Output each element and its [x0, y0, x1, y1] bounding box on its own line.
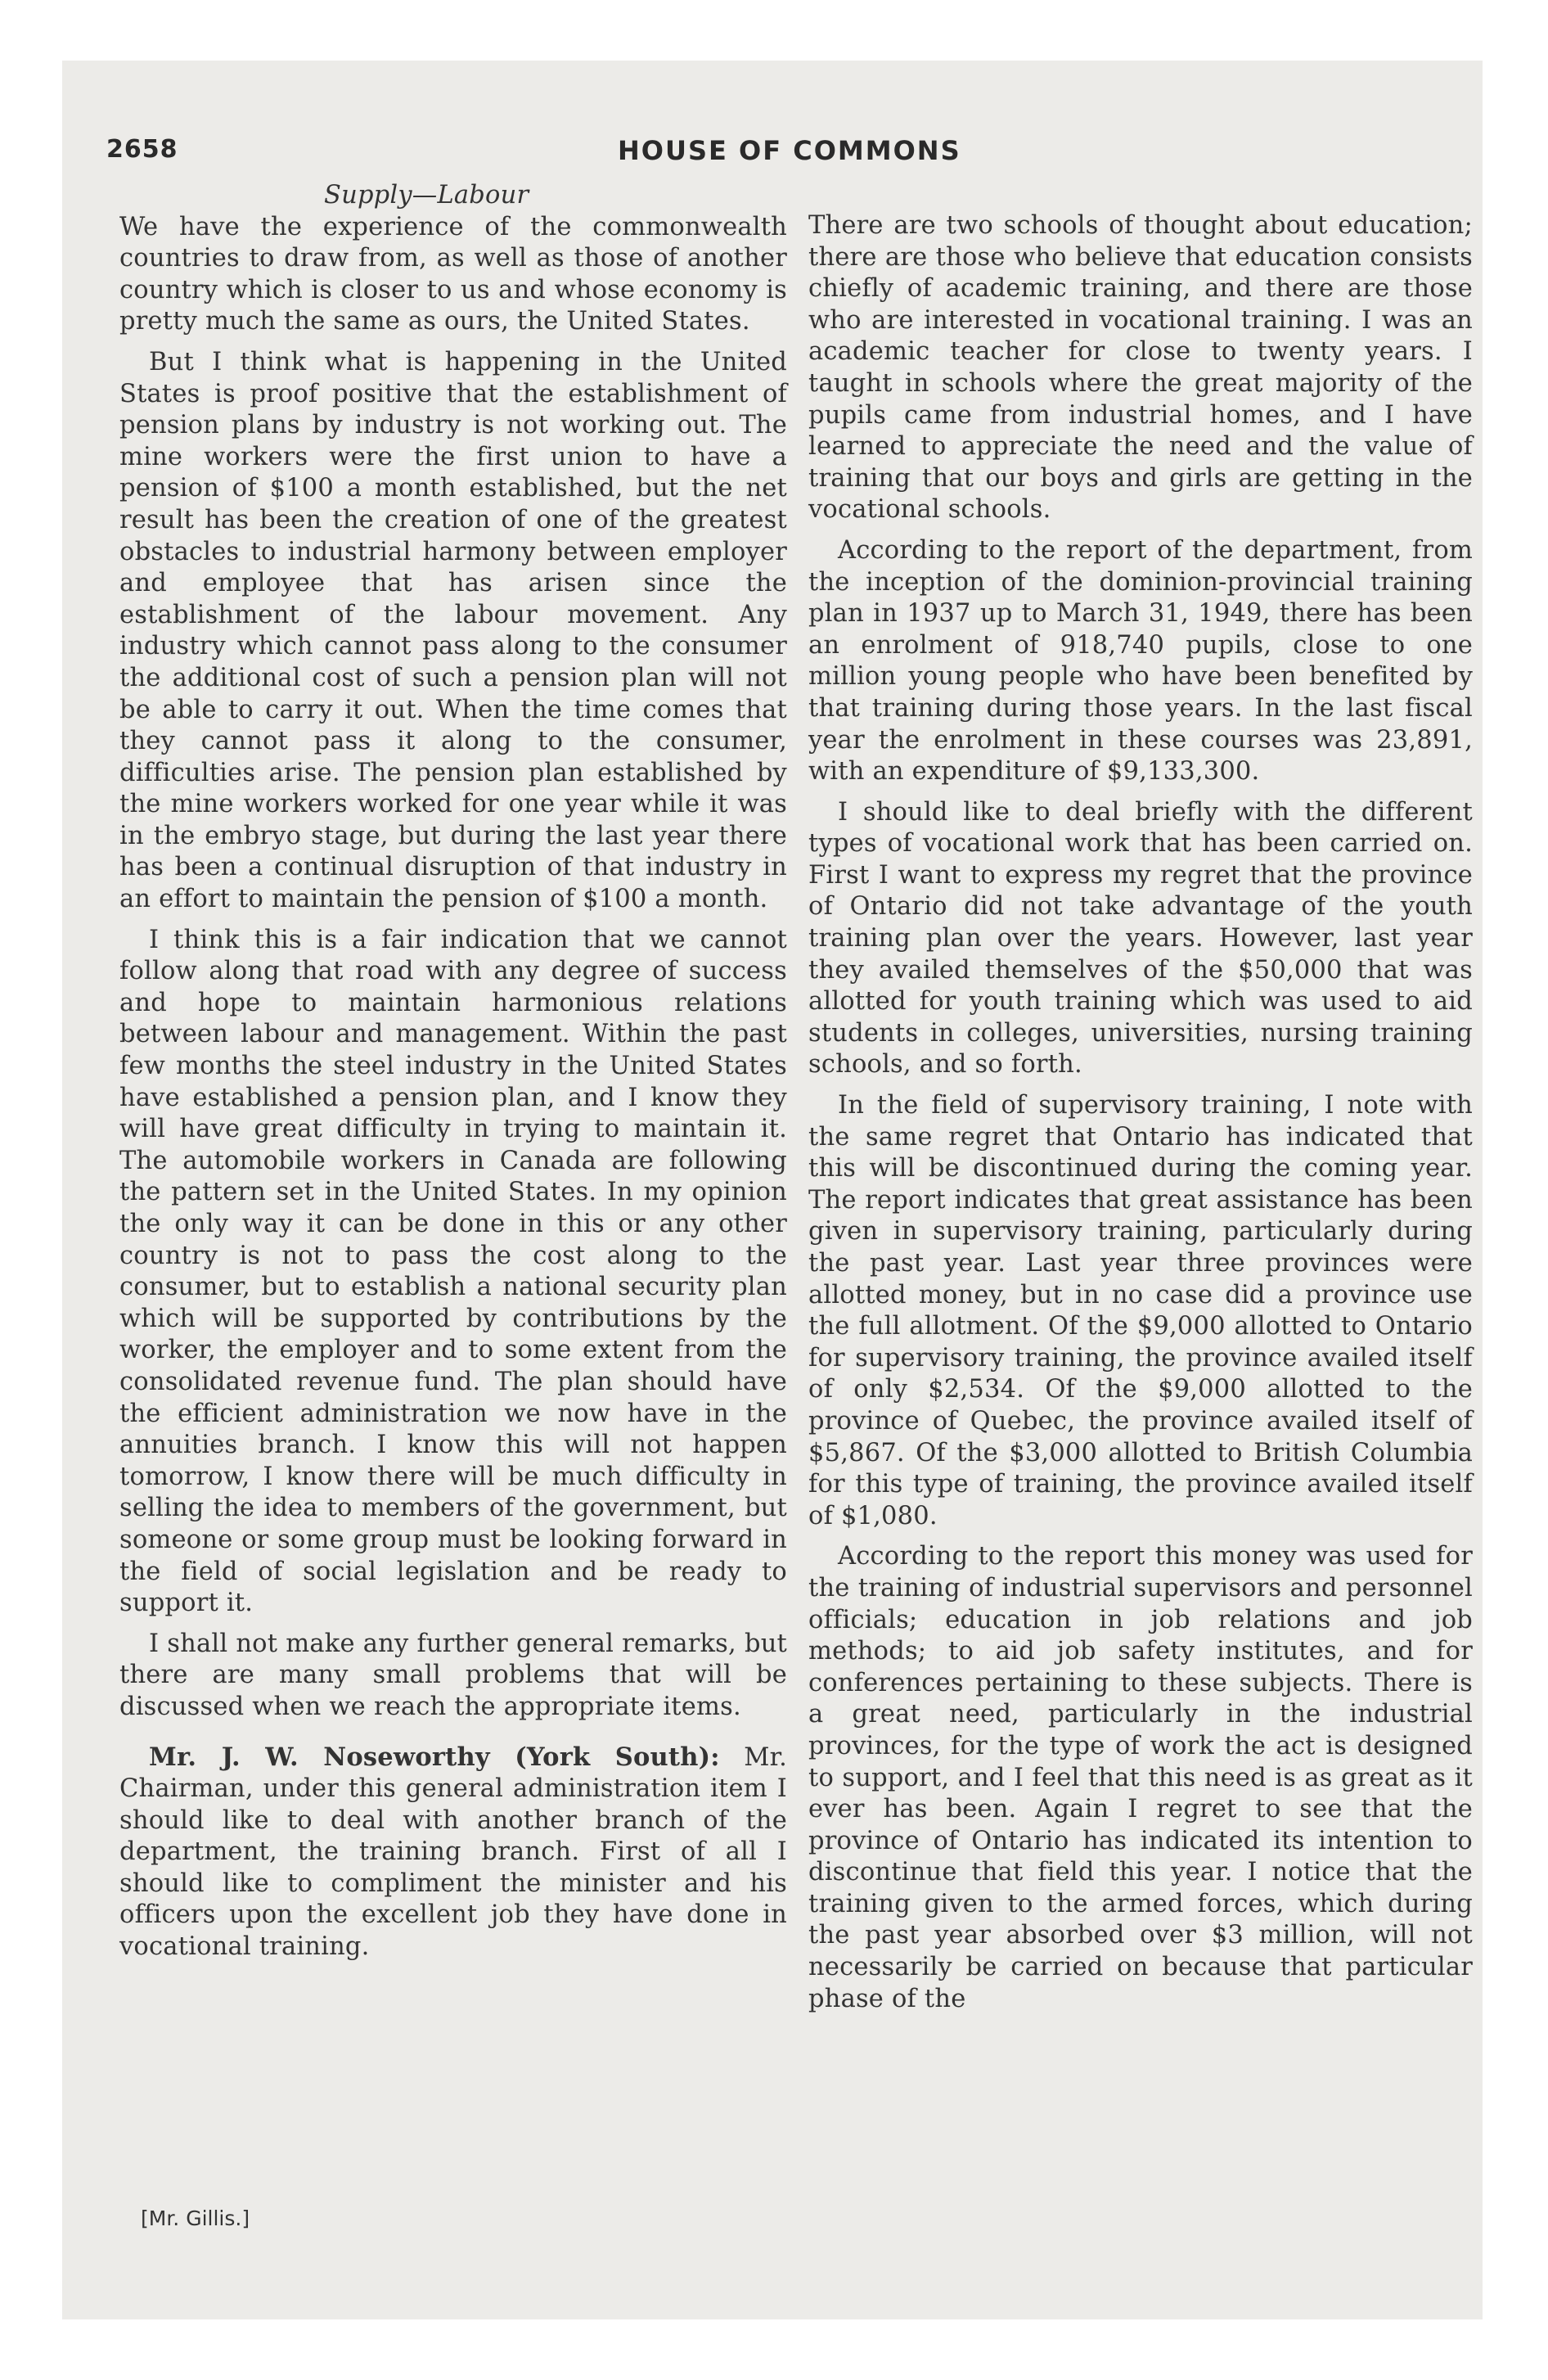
- section-title: Supply—Labour: [324, 181, 529, 210]
- paragraph: According to the report of the department, from the inception of the dominion-provincial training plan in 1937 up to March 31, 1949, there has been an enrolment of 918,740 pupils, close to one million young people who have been benefited by that training during those years. In the last fiscal year the enrolment in these courses was 23,891, with an expenditure of $9,133,300.: [808, 535, 1473, 787]
- page-header: [106, 135, 1473, 176]
- speaker-name: Mr. J. W. Noseworthy (York South):: [149, 1742, 720, 1772]
- left-column: [119, 180, 787, 1972]
- speaker-attribution: [Mr. Gillis.]: [141, 2206, 250, 2230]
- paragraph: We have the experience of the commonwealth countries to draw from, as well as those of another country which is closer to us and whose economy is pretty much the same as ours, the United States.: [119, 212, 787, 336]
- speaker-paragraph: [119, 1742, 787, 1963]
- paragraph: I think this is a fair indication that we cannot follow along that road with any degree of success and hope to maintain harmonious relations between labour and management. Within the past few months the steel industry in the United States have established a pension plan, and I know they will have great difficulty in trying to maintain it. The automobile workers in Canada are following the pattern set in the United States. In my opinion the only way it can be done in this or any other country is not to pass the cost along to the consumer, but to establish a national security plan which will be supported by contributions by the worker, the employer and to some extent from the consolidated revenue fund. The plan should have the efficient administration we now have in the annuities branch. I know this will not happen tomorrow, I know there will be much difficulty in selling the idea to members of the government, but someone or some group must be looking forward in the field of social legislation and be ready to support it.: [119, 925, 787, 1618]
- paragraph: But I think what is happening in the United States is proof positive that the establishment of pension plans by industry is not working out. The mine workers were the first union to have a pension of $100 a month established, but the net result has been the creation of one of the greatest obstacles to industrial harmony between employer and employee that has arisen since the establishment of the labour movement. Any industry which cannot pass along to the consumer the additional cost of such a pension plan will not be able to carry it out. When the time comes that they cannot pass it along to the consumer, difficulties arise. The pension plan established by the mine workers worked for one year while it was in the embryo stage, but during the last year there has been a continual disruption of that industry in an effort to maintain the pension of $100 a month.: [119, 347, 787, 914]
- paragraph: There are two schools of thought about education; there are those who believe that education consists chiefly of academic training, and there are those who are interested in vocational training. I was an academic teacher for close to twenty years. I taught in schools where the great majority of the pupils came from industrial homes, and I have learned to appreciate the need and the value of training that our boys and girls are getting in the vocational schools.: [808, 211, 1473, 525]
- page-number: 2658: [106, 135, 178, 164]
- right-column: [808, 210, 1473, 2024]
- paragraph: I shall not make any further general remarks, but there are many small problems that will be discussed when we reach the appropriate items.: [119, 1629, 787, 1721]
- paragraph: In the field of supervisory training, I note with the same regret that Ontario has indicated that this will be discontinued during the coming year. The report indicates that great assistance has been given in supervisory training, particularly during the past year. Last year three provinces were allotted money, but in no case did a province use the full allotment. Of the $9,000 allotted to Ontario for supervisory training, the province availed itself of only $2,534. Of the $9,000 allotted to the province of Quebec, the province availed itself of $5,867. Of the $3,000 allotted to British Columbia for this type of training, the province availed itself of $1,080.: [808, 1091, 1473, 1530]
- paragraph: According to the report this money was used for the training of industrial supervisors and personnel officials; education in job relations and job methods; to aid job safety institutes, and for conferences pertaining to these subjects. There is a great need, particularly in the industrial provinces, for the type of work the act is designed to support, and I feel that this need is as great as it ever has been. Again I regret to see that the province of Ontario has indicated its intention to discontinue that field this year. I notice that the training given to the armed forces, which during the past year absorbed over $3 million, will not necessarily be carried on because that particular phase of the: [808, 1542, 1473, 2013]
- paragraph: I should like to deal briefly with the different types of vocational work that has been carried on. First I want to express my regret that the province of Ontario did not take advantage of the youth training plan over the years. However, last year they availed themselves of the $50,000 that was allotted for youth training which was used to aid students in colleges, universities, nursing training schools, and so forth.: [808, 797, 1473, 1080]
- running-head: HOUSE OF COMMONS: [618, 135, 961, 166]
- speech-text: Mr. Chairman, under this general administration item I should like to deal with another branch of the department, the training branch. First of all I should like to compliment the minister and his officers upon the excellent job they have done in vocational training.: [119, 1742, 787, 1962]
